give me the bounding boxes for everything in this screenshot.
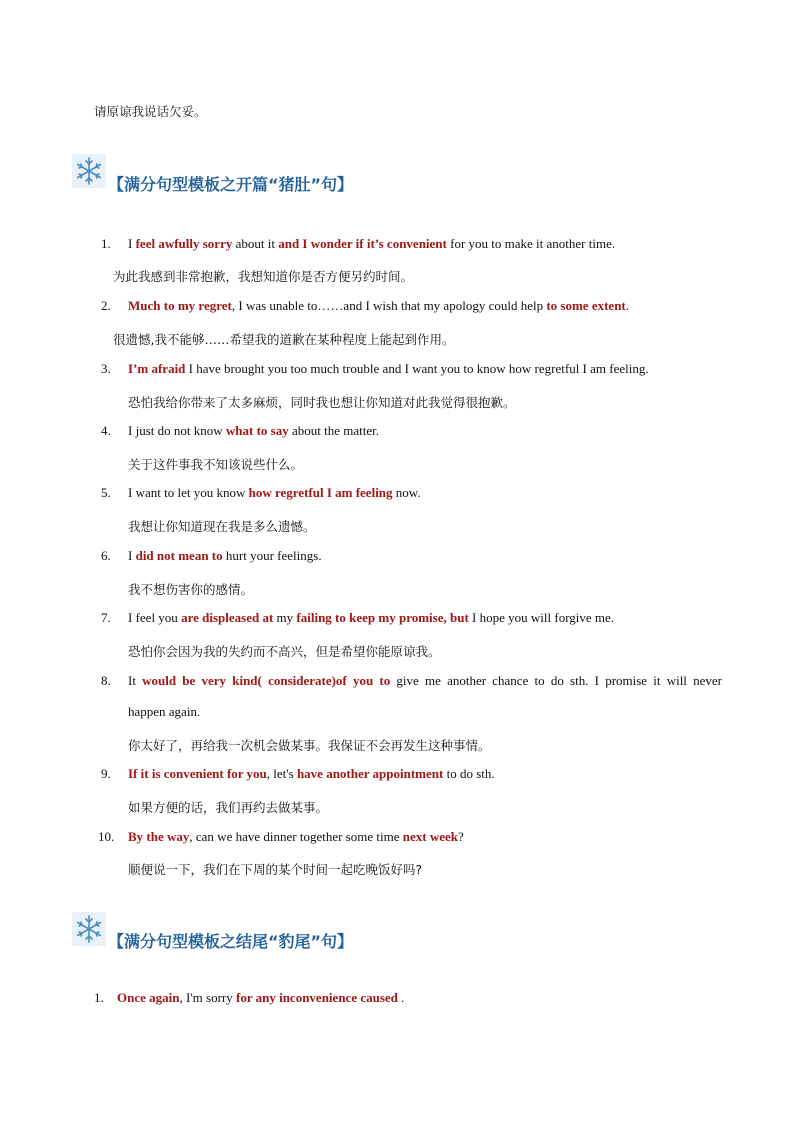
key-phrase: Once again xyxy=(117,990,180,1005)
sentence-text: about it xyxy=(232,236,279,251)
key-phrase: If it is convenient for you xyxy=(128,766,267,781)
key-phrase: Much to my regret xyxy=(128,298,232,313)
sentence-english xyxy=(128,610,614,626)
key-phrase: I’m afraid xyxy=(128,361,186,376)
sentence-text: I feel you xyxy=(128,610,182,625)
sentence-text: I hope you will forgive me. xyxy=(468,610,615,625)
key-phrase: how regretful I am feeling xyxy=(248,485,393,500)
key-phrase: next week xyxy=(402,829,458,844)
key-phrase: have another appointment xyxy=(296,766,444,781)
sentence-text: for you to make it another time. xyxy=(446,236,616,251)
key-phrase: did not mean to xyxy=(135,548,223,563)
sentence-text: I just do not know xyxy=(128,423,226,438)
sentence-english-continued: happen again. xyxy=(128,704,201,719)
key-phrase: to some extent xyxy=(546,298,626,313)
sentence-chinese: 你太好了，再给我一次机会做某事。我保证不会再发生这种事情。 xyxy=(128,738,491,753)
key-phrase: feel awfully sorry xyxy=(135,236,233,251)
item-number: 2. xyxy=(101,298,111,313)
sentence-text: I xyxy=(128,236,136,251)
sentence-english xyxy=(128,829,464,845)
sentence-text: about the matter. xyxy=(288,423,379,438)
sentence-english xyxy=(128,423,379,439)
intro-line: 请原谅我说话欠妥。 xyxy=(94,104,207,119)
section-heading-closing: 【满分句型模板之结尾“豹尾”句】 xyxy=(108,932,354,951)
snowflake-icon xyxy=(72,912,106,946)
item-number: 3. xyxy=(101,361,111,376)
sentence-text: . xyxy=(397,990,405,1005)
item-number: 1. xyxy=(94,990,104,1005)
sentence-text: my xyxy=(273,610,297,625)
sentence-english xyxy=(128,548,322,564)
key-phrase: By the way xyxy=(128,829,190,844)
sentence-chinese: 如果方便的话，我们再约去做某事。 xyxy=(128,800,329,815)
sentence-english xyxy=(128,766,495,782)
sentence-text: ? xyxy=(457,829,464,844)
section-heading-opening: 【满分句型模板之开篇“猪肚”句】 xyxy=(108,175,354,194)
sentence-chinese: 恐怕你会因为我的失约而不高兴，但是希望你能原谅我。 xyxy=(128,644,441,659)
sentence-chinese: 关于这件事我不知该说些什么。 xyxy=(128,457,304,472)
sentence-text: It xyxy=(128,673,143,688)
sentence-chinese: 恐怕我给你带来了太多麻烦，同时我也想让你知道对此我觉得很抱歉。 xyxy=(128,395,516,410)
item-number: 10. xyxy=(98,829,115,844)
key-phrase: and I wonder if it’s convenient xyxy=(278,236,447,251)
sentence-chinese: 很遗憾,我不能够……希望我的道歉在某种程度上能起到作用。 xyxy=(113,332,455,347)
key-phrase: for any inconvenience caused xyxy=(236,990,398,1005)
item-number: 9. xyxy=(101,766,111,781)
key-phrase: what to say xyxy=(225,423,289,438)
sentence-english xyxy=(128,485,421,501)
snowflake-icon xyxy=(72,154,106,188)
sentence-text: give me another chance to do sth. I promise it will never xyxy=(390,673,722,688)
key-phrase: failing to keep my promise, but xyxy=(296,610,469,625)
sentence-text: , let's xyxy=(266,766,297,781)
item-number: 1. xyxy=(101,236,111,251)
sentence-text: , I was unable to……and I wish that my apology could help xyxy=(231,298,547,313)
sentence-english xyxy=(128,236,615,252)
sentence-chinese: 顺便说一下，我们在下周的某个时间一起吃晚饭好吗? xyxy=(128,862,423,877)
sentence-english xyxy=(117,990,404,1006)
sentence-text: . xyxy=(625,298,630,313)
sentence-text: I xyxy=(128,548,136,563)
sentence-chinese: 为此我感到非常抱歉，我想知道你是否方便另约时间。 xyxy=(113,269,414,284)
sentence-english xyxy=(128,673,722,689)
item-number: 7. xyxy=(101,610,111,625)
key-phrase: would be very kind( considerate)of you to xyxy=(142,673,391,688)
item-number: 6. xyxy=(101,548,111,563)
sentence-chinese: 我不想伤害你的感情。 xyxy=(128,582,254,597)
sentence-text: to do sth. xyxy=(443,766,495,781)
sentence-text: hurt your feelings. xyxy=(222,548,322,563)
sentence-text: I have brought you too much trouble and I want you to know how regretful I am feeling. xyxy=(185,361,649,376)
sentence-text: I want to let you know xyxy=(128,485,249,500)
sentence-text: , can we have dinner together some time xyxy=(189,829,403,844)
sentence-english xyxy=(128,298,629,314)
item-number: 5. xyxy=(101,485,111,500)
sentence-text: , I'm sorry xyxy=(179,990,236,1005)
sentence-text: now. xyxy=(392,485,421,500)
sentence-chinese: 我想让你知道现在我是多么遗憾。 xyxy=(128,519,316,534)
item-number: 8. xyxy=(101,673,111,688)
key-phrase: are displeased at xyxy=(181,610,274,625)
sentence-english xyxy=(128,361,649,377)
item-number: 4. xyxy=(101,423,111,438)
